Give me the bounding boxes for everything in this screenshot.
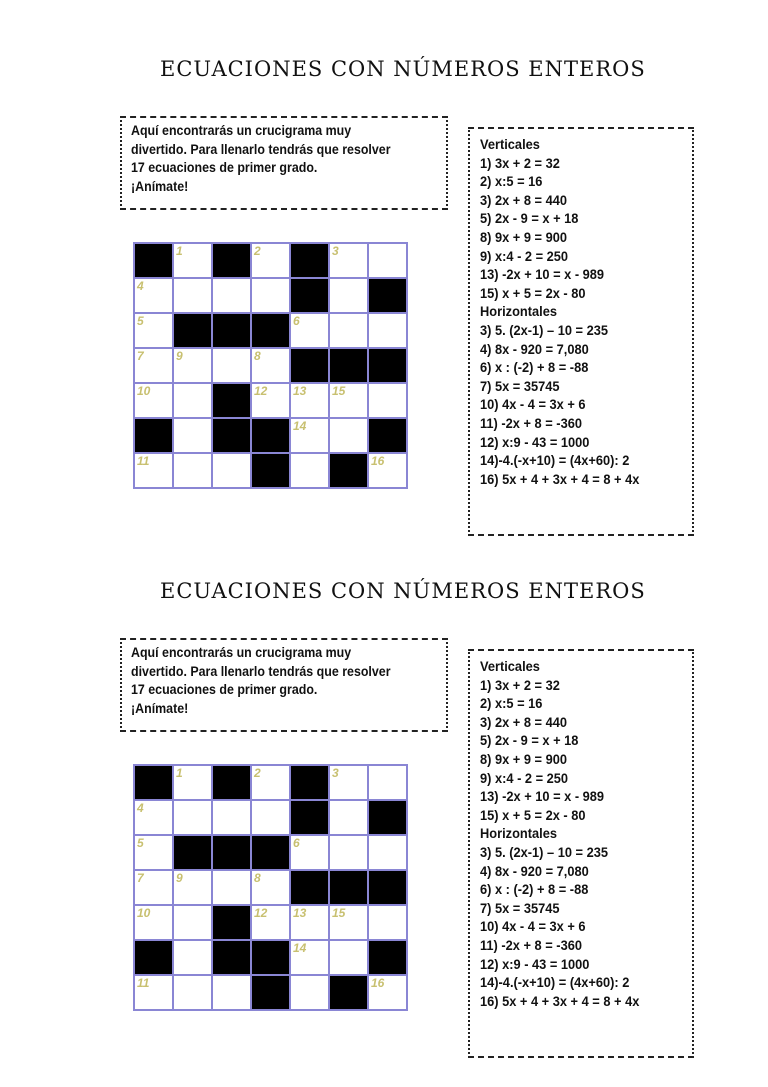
- black-cell: [290, 870, 329, 905]
- clue-number: 2: [254, 244, 261, 258]
- crossword-cell[interactable]: [290, 905, 329, 940]
- crossword-cell[interactable]: [251, 383, 290, 418]
- black-cell: [173, 313, 212, 348]
- black-cell: [251, 418, 290, 453]
- clue-item: 3) 2x + 8 = 440: [480, 192, 567, 208]
- crossword-cell[interactable]: [173, 870, 212, 905]
- clue-item: 2) x:5 = 16: [480, 174, 543, 190]
- clue-number: 7: [137, 871, 144, 885]
- clue-number: 1: [176, 244, 183, 258]
- black-cell: [290, 348, 329, 383]
- crossword-cell[interactable]: [251, 870, 290, 905]
- clue-number: 9: [176, 349, 183, 363]
- black-cell: [329, 453, 368, 488]
- clue-item: 8) 9x + 9 = 900: [480, 751, 567, 767]
- clue-item: 16) 5x + 4 + 3x + 4 = 8 + 4x: [480, 993, 640, 1009]
- crossword-cell[interactable]: [368, 313, 407, 348]
- clue-item: 5) 2x - 9 = x + 18: [480, 211, 579, 227]
- clue-number: 15: [332, 384, 346, 398]
- clue-number: 2: [254, 766, 261, 780]
- clue-number: 12: [254, 384, 268, 398]
- clue-number: 11: [137, 976, 150, 990]
- clue-heading: Horizontales: [480, 826, 557, 842]
- clue-item: 11) -2x + 8 = -360: [480, 937, 582, 953]
- clue-number: 6: [293, 314, 300, 328]
- clue-number: 4: [137, 279, 144, 293]
- clue-number: 5: [137, 836, 144, 850]
- crossword-cell[interactable]: [329, 800, 368, 835]
- crossword-cell[interactable]: [173, 348, 212, 383]
- clue-item: 3) 5. (2x-1) – 10 = 235: [480, 322, 608, 338]
- crossword-cell[interactable]: [173, 905, 212, 940]
- black-cell: [368, 418, 407, 453]
- crossword-cell[interactable]: [329, 835, 368, 870]
- clue-item: 7) 5x = 35745: [480, 900, 560, 916]
- black-cell: [212, 940, 251, 975]
- black-cell: [290, 765, 329, 800]
- intro-box: [120, 638, 448, 732]
- crossword-cell[interactable]: [134, 835, 173, 870]
- clue-number: 4: [137, 801, 144, 815]
- black-cell: [368, 940, 407, 975]
- crossword-cell[interactable]: [329, 278, 368, 313]
- crossword-cell[interactable]: [173, 243, 212, 278]
- black-cell: [251, 313, 290, 348]
- clue-heading: Verticales: [480, 659, 540, 674]
- clue-item: 6) x : (-2) + 8 = -88: [480, 360, 589, 376]
- clue-number: 13: [293, 384, 307, 398]
- black-cell: [251, 975, 290, 1010]
- clue-number: 6: [293, 836, 300, 850]
- clue-item: 15) x + 5 = 2x - 80: [480, 807, 586, 823]
- crossword-cell[interactable]: [290, 383, 329, 418]
- clue-item: 9) x:4 - 2 = 250: [480, 770, 569, 786]
- black-cell: [212, 765, 251, 800]
- black-cell: [212, 835, 251, 870]
- black-cell: [368, 348, 407, 383]
- crossword-cell[interactable]: [212, 800, 251, 835]
- crossword-cell[interactable]: [368, 383, 407, 418]
- black-cell: [329, 348, 368, 383]
- crossword-cell[interactable]: [134, 905, 173, 940]
- crossword-cell[interactable]: [134, 975, 173, 1010]
- crossword-cell[interactable]: [329, 313, 368, 348]
- clue-item: 1) 3x + 2 = 32: [480, 155, 560, 171]
- clue-item: 12) x:9 - 43 = 1000: [480, 956, 590, 972]
- clue-item: 14)-4.(-x+10) = (4x+60): 2: [480, 453, 630, 469]
- black-cell: [368, 278, 407, 313]
- clue-number: 13: [293, 906, 307, 920]
- crossword-cell[interactable]: [212, 278, 251, 313]
- crossword-cell[interactable]: [134, 348, 173, 383]
- black-cell: [212, 313, 251, 348]
- clue-number: 14: [293, 941, 307, 955]
- crossword-cell[interactable]: [173, 453, 212, 488]
- crossword-cell[interactable]: [368, 453, 407, 488]
- crossword-cell[interactable]: [134, 278, 173, 313]
- clue-item: 10) 4x - 4 = 3x + 6: [480, 397, 586, 413]
- page-title: ECUACIONES CON NÚMEROS ENTEROS: [160, 579, 646, 603]
- black-cell: [212, 383, 251, 418]
- black-cell: [134, 940, 173, 975]
- clue-number: 10: [137, 384, 151, 398]
- crossword-cell[interactable]: [290, 975, 329, 1010]
- clue-number: 12: [254, 906, 268, 920]
- black-cell: [251, 940, 290, 975]
- page-title: ECUACIONES CON NÚMEROS ENTEROS: [160, 57, 646, 81]
- crossword-cell[interactable]: [290, 835, 329, 870]
- black-cell: [212, 418, 251, 453]
- clue-number: 16: [371, 454, 385, 468]
- crossword-cell[interactable]: [251, 800, 290, 835]
- crossword-cell[interactable]: [329, 905, 368, 940]
- clue-number: 8: [254, 349, 261, 363]
- clue-item: 14)-4.(-x+10) = (4x+60): 2: [480, 975, 630, 991]
- black-cell: [173, 835, 212, 870]
- black-cell: [134, 243, 173, 278]
- black-cell: [212, 243, 251, 278]
- black-cell: [290, 800, 329, 835]
- clue-number: 8: [254, 871, 261, 885]
- crossword-cell[interactable]: [251, 348, 290, 383]
- crossword-cell[interactable]: [173, 800, 212, 835]
- clue-item: 8) 9x + 9 = 900: [480, 229, 567, 245]
- crossword-cell[interactable]: [368, 975, 407, 1010]
- crossword-cell[interactable]: [368, 835, 407, 870]
- black-cell: [329, 975, 368, 1010]
- clue-item: 5) 2x - 9 = x + 18: [480, 733, 579, 749]
- clue-number: 14: [293, 419, 307, 433]
- clue-item: 12) x:9 - 43 = 1000: [480, 434, 590, 450]
- black-cell: [251, 835, 290, 870]
- clue-number: 11: [137, 454, 150, 468]
- black-cell: [368, 800, 407, 835]
- black-cell: [290, 243, 329, 278]
- clue-item: 6) x : (-2) + 8 = -88: [480, 882, 589, 898]
- clue-number: 5: [137, 314, 144, 328]
- clue-item: 7) 5x = 35745: [480, 378, 560, 394]
- crossword-cell[interactable]: [134, 383, 173, 418]
- intro-line: Aquí encontrarás un crucigrama muy: [131, 645, 352, 660]
- crossword-cell[interactable]: [173, 418, 212, 453]
- clue-heading: Verticales: [480, 137, 540, 152]
- black-cell: [329, 870, 368, 905]
- clue-item: 3) 2x + 8 = 440: [480, 714, 567, 730]
- clue-number: 3: [332, 244, 339, 258]
- crossword-cell[interactable]: [212, 975, 251, 1010]
- intro-line: divertido. Para llenarlo tendrás que resolver: [131, 141, 391, 157]
- clue-number: 9: [176, 871, 183, 885]
- crossword-cell[interactable]: [329, 765, 368, 800]
- crossword-cell[interactable]: [329, 383, 368, 418]
- clue-number: 7: [137, 349, 144, 363]
- clue-number: 16: [371, 976, 385, 990]
- clue-item: 15) x + 5 = 2x - 80: [480, 285, 586, 301]
- crossword-cell[interactable]: [329, 243, 368, 278]
- black-cell: [251, 453, 290, 488]
- worksheet-copy-1: [0, 57, 768, 577]
- intro-line: Aquí encontrarás un crucigrama muy: [131, 123, 352, 138]
- clue-number: 1: [176, 766, 183, 780]
- clue-item: 4) 8x - 920 = 7,080: [480, 341, 589, 357]
- crossword-grid: [133, 764, 408, 1011]
- clue-item: 2) x:5 = 16: [480, 696, 543, 712]
- crossword-cell[interactable]: [290, 940, 329, 975]
- crossword-cell[interactable]: [290, 418, 329, 453]
- intro-line: ¡Anímate!: [131, 700, 189, 716]
- clues-box: [468, 649, 694, 1058]
- crossword-cell[interactable]: [173, 383, 212, 418]
- black-cell: [134, 418, 173, 453]
- clue-number: 3: [332, 766, 339, 780]
- clue-number: 10: [137, 906, 151, 920]
- clue-item: 1) 3x + 2 = 32: [480, 677, 560, 693]
- crossword-cell[interactable]: [173, 975, 212, 1010]
- clue-heading: Horizontales: [480, 304, 557, 320]
- crossword-cell[interactable]: [134, 870, 173, 905]
- intro-line: 17 ecuaciones de primer grado.: [131, 682, 318, 697]
- crossword-cell[interactable]: [134, 800, 173, 835]
- clue-item: 3) 5. (2x-1) – 10 = 235: [480, 844, 608, 860]
- crossword-cell[interactable]: [329, 940, 368, 975]
- black-cell: [368, 870, 407, 905]
- crossword-cell[interactable]: [251, 278, 290, 313]
- crossword-cell[interactable]: [173, 765, 212, 800]
- clue-item: 4) 8x - 920 = 7,080: [480, 863, 589, 879]
- crossword-grid: [133, 242, 408, 489]
- crossword-cell[interactable]: [251, 765, 290, 800]
- clue-item: 11) -2x + 8 = -360: [480, 415, 582, 431]
- intro-line: ¡Anímate!: [131, 178, 189, 194]
- crossword-cell[interactable]: [368, 243, 407, 278]
- crossword-cell[interactable]: [251, 905, 290, 940]
- crossword-cell[interactable]: [173, 278, 212, 313]
- crossword-cell[interactable]: [212, 348, 251, 383]
- clue-item: 16) 5x + 4 + 3x + 4 = 8 + 4x: [480, 471, 640, 487]
- intro-box: [120, 116, 448, 210]
- clue-number: 15: [332, 906, 346, 920]
- crossword-cell[interactable]: [212, 870, 251, 905]
- black-cell: [134, 765, 173, 800]
- intro-line: 17 ecuaciones de primer grado.: [131, 160, 318, 175]
- black-cell: [212, 905, 251, 940]
- clue-item: 13) -2x + 10 = x - 989: [480, 267, 605, 283]
- crossword-cell[interactable]: [212, 453, 251, 488]
- crossword-cell[interactable]: [368, 765, 407, 800]
- clue-item: 9) x:4 - 2 = 250: [480, 248, 569, 264]
- crossword-cell[interactable]: [290, 453, 329, 488]
- worksheet-copy-2: [0, 579, 768, 1087]
- crossword-cell[interactable]: [368, 905, 407, 940]
- intro-line: divertido. Para llenarlo tendrás que resolver: [131, 663, 391, 679]
- clue-item: 13) -2x + 10 = x - 989: [480, 789, 605, 805]
- clues-box: [468, 127, 694, 536]
- crossword-cell[interactable]: [251, 243, 290, 278]
- crossword-cell[interactable]: [173, 940, 212, 975]
- crossword-cell[interactable]: [329, 418, 368, 453]
- crossword-cell[interactable]: [134, 313, 173, 348]
- crossword-cell[interactable]: [134, 453, 173, 488]
- crossword-cell[interactable]: [290, 313, 329, 348]
- black-cell: [290, 278, 329, 313]
- clue-item: 10) 4x - 4 = 3x + 6: [480, 919, 586, 935]
